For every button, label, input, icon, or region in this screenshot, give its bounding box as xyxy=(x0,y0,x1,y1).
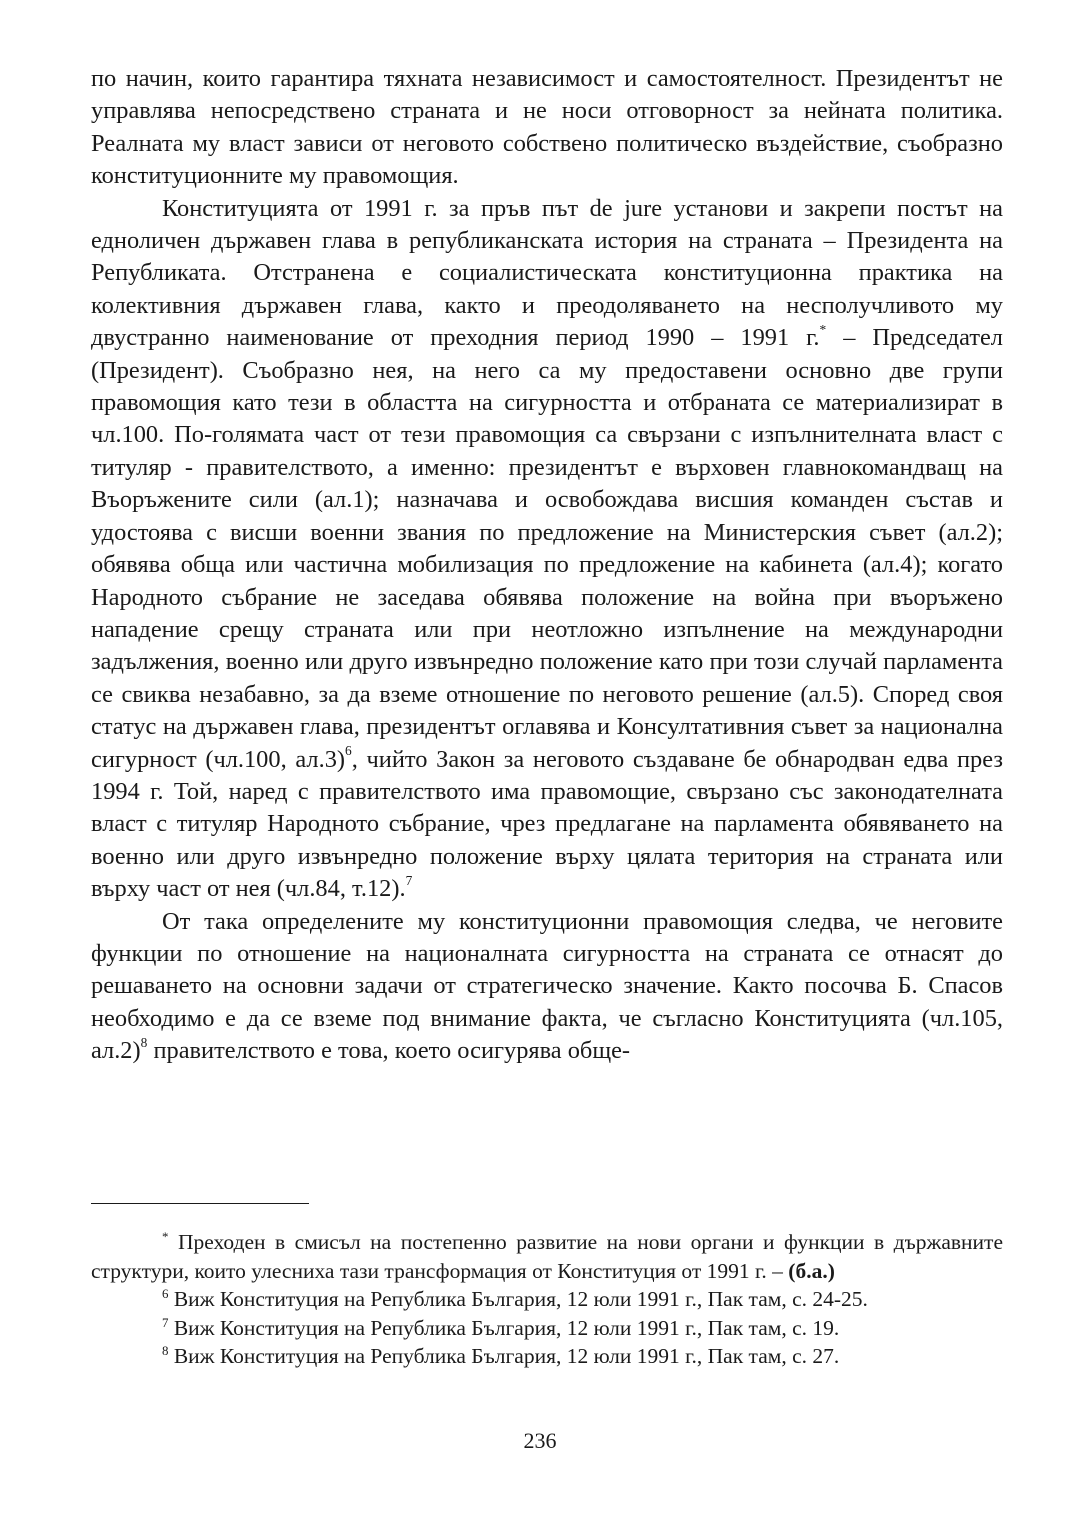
footnote-star: * Преходен в смисъл на постепенно развитие на нови органи и функции в държавните структури, които улесниха тази трансформация от Конституция от 1991 г. – (б.а.) xyxy=(91,1229,1003,1283)
footnote-ref-8: 8 xyxy=(140,1035,148,1051)
paragraph-1: по начин, които гарантира тяхната независимост и самостоятелност. Президентът не управлява непосредствено страната и не носи отговорност за нейната политика. Реалната му власт зависи от неговото собствено политическо въздействие, съобразно конституционните му правомощия. xyxy=(91,65,1003,190)
body-text xyxy=(91,63,1003,1068)
author-note-label: (б.а.) xyxy=(788,1258,835,1283)
footnote-8: $^8$ Виж Конституция на Република България, 12 юли 1991 г., Пак там, с. 27. xyxy=(162,1344,840,1369)
paragraph-3: От така определените му конституционни правомощия следва, че неговите функции по отношение на националната сигурността на страната се отнасят до решаването на основни задачи от стратегическо значение. Както посочва Б. Спасов необходимо е да се вземе под внимание факта, че съгласно Конституцията (чл.105, ал.2)$^8$ правителството е това, което осигурява обще- xyxy=(91,907,1003,1065)
footnote-separator xyxy=(91,1203,309,1204)
paragraph-2: Конституцията от 1991 г. за пръв път de jure установи и закрепи постът на едноличен държавен глава в републиканската история на страната – Президента на Републиката. Отстранена е социалистическата конституционна практика на колективния държавен глава, както и преодоляването на несполучливото му двустранно наименование от преходния период 1990 – 1991 г.* – Председател (Президент). Съобразно нея, на него са му предоставени основно две групи правомощия като тези в областта на сигурността и отбраната се материализират в чл.100. По-голямата част от тези правомощия са свързани с изпълнителната власт с титуляр - правителството, а именно: президентът е върховен главнокомандващ на Въоръжените сили (ал.1); назначава и освобождава висшия команден състав и удостоява с висши военни звания по предложение на Министерския съвет (ал.2); обявява обща или частична мобилизация по предложение на кабинета (ал.4); когато Народното събрание не заседава обявява положение на война при въоръжено нападение срещу страната или при неотложно изпълнение на международни задължения, военно или друго извънредно положение като при този случай парламента се свиква незабавно, за да вземе отношение по неговото решение (ал.5). Според своя статус на държавен глава, президентът оглавява и Консултативния съвет за национална сигурност (чл.100, ал.3)$^6$, чийто Закон за неговото създаване бе обнародван едва през 1994 г. Той, наред с правителството има правомощие, свързано със законодателната власт с титуляр Народното събрание, чрез предлагане на парламента обявяването на военно или друго извънредно положение върху цялата територия на страната или върху част от нея (чл.84, т.12).$^7$ xyxy=(91,194,1004,903)
page-number: 236 xyxy=(523,1428,557,1453)
footnote-ref-star: * xyxy=(819,322,827,338)
footnote-ref-6: 6 xyxy=(345,743,352,759)
footnote-6: $^6$ Виж Конституция на Република България, 12 юли 1991 г., Пак там, с. 24-25. xyxy=(162,1287,868,1312)
footnote-ref-7: 7 xyxy=(405,873,413,889)
footnote-7: $^7$ Виж Конституция на Република България, 12 юли 1991 г., Пак там, с. 19. xyxy=(162,1315,840,1340)
footnotes xyxy=(91,1228,1003,1371)
